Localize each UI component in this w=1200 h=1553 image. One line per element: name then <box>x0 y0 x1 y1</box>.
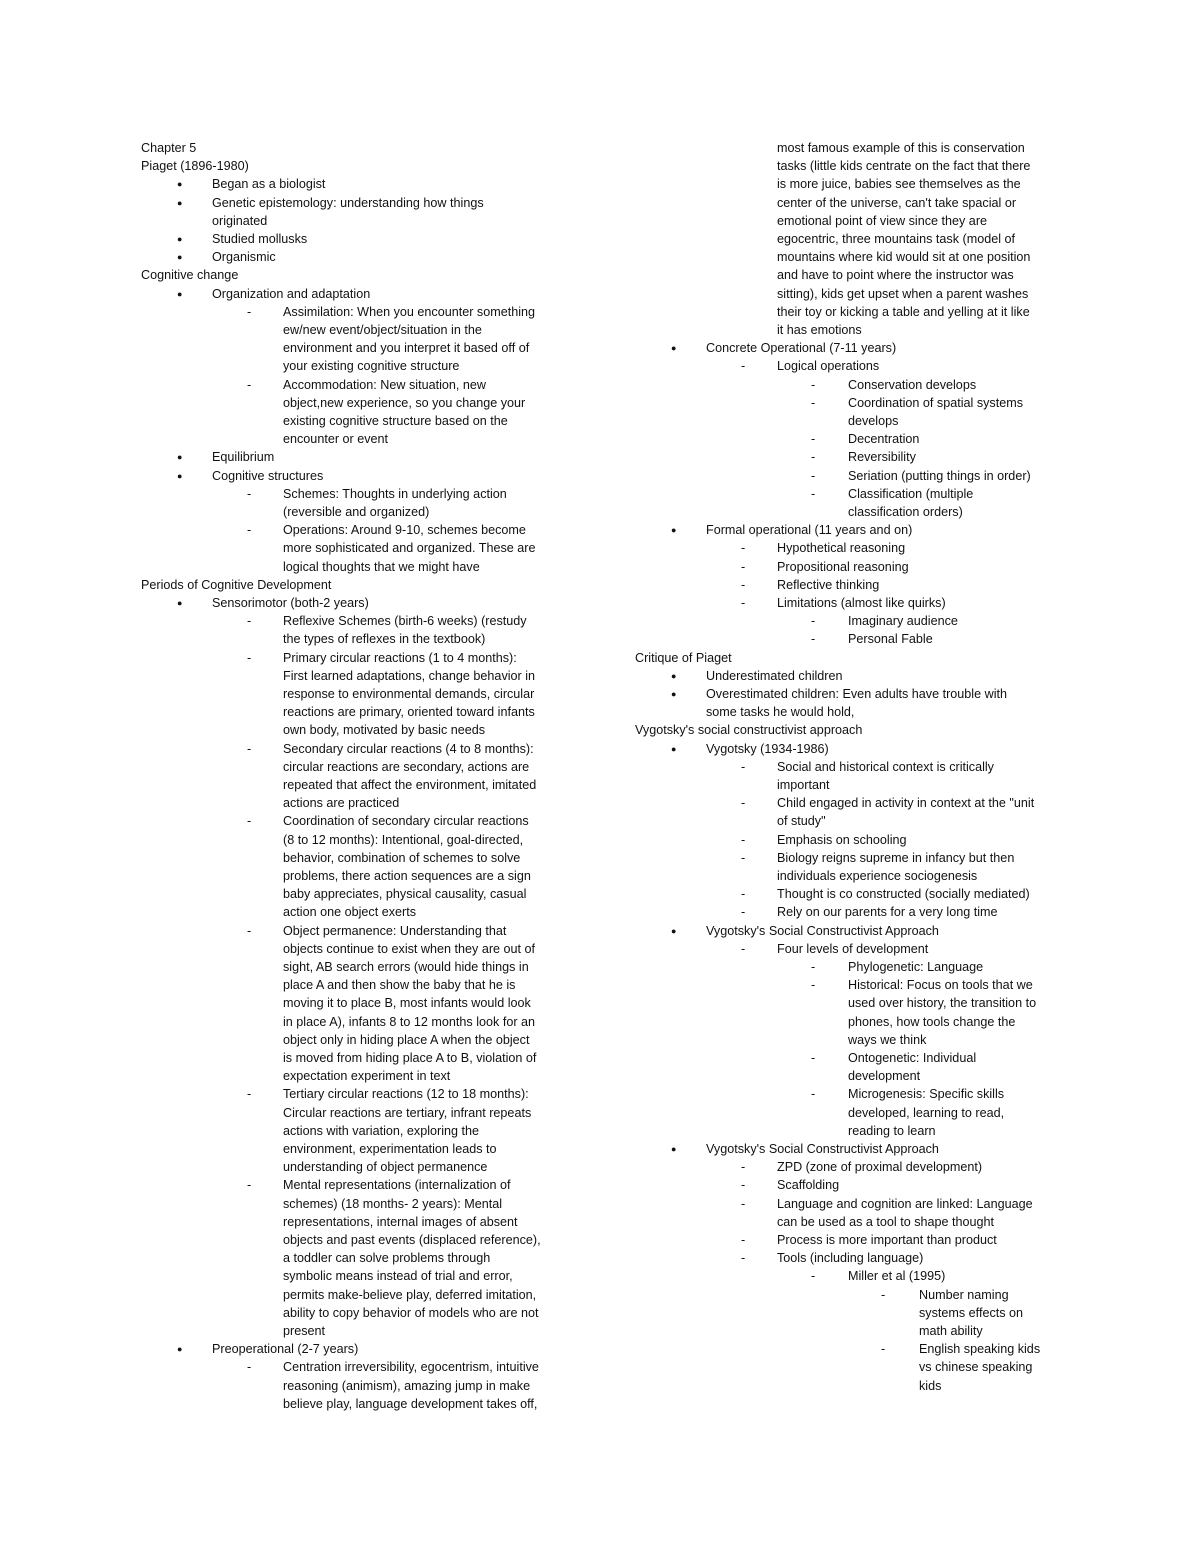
outline-item-text: phones, how tools change the <box>848 1014 1016 1029</box>
outline-item-text: Operations: Around 9-10, schemes become <box>283 523 526 538</box>
outline-item-text: developed, learning to read, <box>848 1105 1005 1120</box>
dash-marker: - <box>247 486 252 501</box>
outline-item-text: permits make-believe play, deferred imitation, <box>283 1287 537 1302</box>
outline-item-text: Phylogenetic: Language <box>848 960 984 974</box>
outline-item-text: Vygotsky's Social Constructivist Approach <box>706 1142 939 1156</box>
dash-marker: - <box>811 377 816 392</box>
dash-marker: - <box>741 596 746 610</box>
outline-item-text: and have to point where the instructor was <box>777 268 1014 283</box>
outline-item-text: mountains where kid would sit at one position <box>777 250 1031 265</box>
outline-item-text: develops <box>848 414 899 428</box>
outline-item-text: some tasks he would hold, <box>706 705 855 720</box>
outline-item-text: ways we think <box>848 1032 927 1047</box>
outline-item-text: it has emotions <box>777 323 862 337</box>
outline-item-text: Accommodation: New situation, new <box>283 377 486 392</box>
dash-marker: - <box>247 614 252 629</box>
outline-item-text: Tools (including language) <box>777 1251 924 1266</box>
dash-marker: - <box>881 1287 886 1302</box>
outline-item-text: actions are practiced <box>283 796 400 811</box>
outline-item-text: English speaking kids <box>919 1342 1041 1357</box>
outline-item-text: systems effects on <box>919 1305 1024 1320</box>
outline-item-text: Reversibility <box>848 450 916 465</box>
outline-item-text: Schemes: Thoughts in underlying action <box>283 486 507 501</box>
bullet-icon: ● <box>177 598 183 608</box>
outline-item-text: is more juice, babies see themselves as the <box>777 177 1021 192</box>
outline-item-text: object,new experience, so you change your <box>283 395 526 410</box>
outline-item-text: classification orders) <box>848 505 963 519</box>
outline-item-text: own body, motivated by basic needs <box>283 723 486 738</box>
outline-item-text: your existing cognitive structure <box>283 359 460 374</box>
outline-item-text: Microgenesis: Specific skills <box>848 1087 1005 1102</box>
outline-item-text: Seriation (putting things in order) <box>848 468 1031 483</box>
outline-item-text: Logical operations <box>777 359 880 374</box>
outline-item-text: Personal Fable <box>848 632 933 647</box>
dash-marker: - <box>811 1269 816 1284</box>
bullet-icon: ● <box>177 197 183 208</box>
outline-item-text: Number naming <box>919 1287 1009 1302</box>
outline-item-text: (reversible and organized) <box>283 505 430 519</box>
dash-marker: - <box>811 432 816 447</box>
outline-item-text: schemes) (18 months- 2 years): Mental <box>283 1196 503 1211</box>
dash-marker: - <box>741 541 746 556</box>
outline-item-text: emotional point of view since they are <box>777 213 988 228</box>
outline-item-text: Social and historical context is critically <box>777 759 994 774</box>
dash-marker: - <box>247 377 252 392</box>
outline-item-text: circular reactions are secondary, actions are <box>283 759 530 774</box>
outline-item-text: Language and cognition are linked: Language <box>777 1196 1033 1211</box>
dash-marker: - <box>811 1087 816 1102</box>
dash-marker: - <box>247 1087 252 1102</box>
outline-item-text: development <box>848 1069 921 1084</box>
outline-item-text: sitting), kids get upset when a parent washes <box>777 286 1029 301</box>
outline-item-text: symbolic means instead of trial and error, <box>283 1269 513 1284</box>
outline-item-text: individuals experience sociogenesis <box>777 869 978 883</box>
outline-item-text: Assimilation: When you encounter something <box>283 304 536 319</box>
outline-item-text: a toddler can solve problems through <box>283 1251 491 1266</box>
outline-item-text: behavior, combination of schemes to solve <box>283 850 521 865</box>
outline-item-text: Began as a biologist <box>212 177 326 192</box>
dash-marker: - <box>811 632 816 647</box>
outline-item-text: Object permanence: Understanding that <box>283 923 507 938</box>
outline-item-text: repeated that affect the environment, imitated <box>283 778 537 792</box>
bullet-icon: ● <box>177 288 183 299</box>
outline-item-text: Mental representations (internalization of <box>283 1178 511 1193</box>
dash-marker: - <box>811 1051 816 1065</box>
outline-item-text: most famous example of this is conservation <box>777 141 1025 155</box>
outline-item-text: Process is more important than product <box>777 1233 997 1247</box>
dash-marker: - <box>741 905 746 920</box>
outline-item-text: Vygotsky (1934-1986) <box>706 741 829 756</box>
section-heading: Chapter 5 <box>141 141 197 155</box>
outline-item-text: egocentric, three mountains task (model of <box>777 232 1016 246</box>
outline-item-text: ZPD (zone of proximal development) <box>777 1160 983 1175</box>
outline-item-text: moving it to place B, most infants would look <box>283 996 531 1011</box>
outline-item-text: used over history, the transition to <box>848 996 1037 1011</box>
outline-item-text: Preoperational (2-7 years) <box>212 1342 359 1357</box>
outline-item-text: kids <box>919 1378 942 1393</box>
outline-item-text: math ability <box>919 1324 983 1338</box>
outline-item-text: Concrete Operational (7-11 years) <box>706 341 897 356</box>
dash-marker: - <box>741 759 746 774</box>
dash-marker: - <box>741 559 746 574</box>
section-heading: Periods of Cognitive Development <box>141 577 332 592</box>
outline-item-text: originated <box>212 213 268 228</box>
outline-item-text: Biology reigns supreme in infancy but then <box>777 850 1015 865</box>
section-heading: Cognitive change <box>141 268 239 283</box>
outline-item-text: baby appreciates, physical causality, casual <box>283 887 527 902</box>
outline-item-text: actions with variation, exploring the <box>283 1123 480 1138</box>
dash-marker: - <box>811 614 816 629</box>
outline-item-text: ew/new event/object/situation in the <box>283 323 482 337</box>
dash-marker: - <box>247 304 252 319</box>
dash-marker: - <box>811 468 816 483</box>
outline-item-text: Coordination of secondary circular reactions <box>283 814 529 829</box>
dash-marker: - <box>741 1196 746 1211</box>
outline-item-text: Imaginary audience <box>848 614 958 629</box>
outline-item-text: believe play, language development takes off, <box>283 1396 538 1411</box>
bullet-icon: ● <box>671 525 677 536</box>
dash-marker: - <box>741 1233 746 1247</box>
bullet-icon: ● <box>177 252 183 263</box>
outline-item-text: understanding of object permanence <box>283 1160 488 1175</box>
outline-item-text: environment and you interpret it based off of <box>283 341 530 356</box>
outline-item-text: more sophisticated and organized. These are <box>283 541 536 556</box>
outline-item-text: Formal operational (11 years and on) <box>706 523 913 538</box>
outline-item-text: Miller et al (1995) <box>848 1269 946 1284</box>
bullet-icon: ● <box>671 343 677 354</box>
outline-item-text: reactions are primary, oriented toward infants <box>283 705 535 720</box>
outline-item-text: Genetic epistemology: understanding how things <box>212 195 484 210</box>
outline-item-text: action one object exerts <box>283 905 417 920</box>
outline-item-text: Conservation develops <box>848 377 977 392</box>
dash-marker: - <box>811 450 816 465</box>
dash-marker: - <box>741 850 746 865</box>
outline-item-text: objects and past events (displaced reference), <box>283 1233 541 1247</box>
outline-item-text: Primary circular reactions (1 to 4 months): <box>283 650 517 665</box>
bullet-icon: ● <box>177 470 183 481</box>
bullet-icon: ● <box>671 743 677 754</box>
outline-item-text: the types of reflexes in the textbook) <box>283 632 486 647</box>
outline-item-text: is moved from hiding place A to B, violation of <box>283 1051 537 1065</box>
outline-item-text: expectation experiment in text <box>283 1069 451 1084</box>
outline-item-text: present <box>283 1324 326 1338</box>
outline-item-text: Scaffolding <box>777 1178 840 1193</box>
bullet-icon: ● <box>671 1144 677 1154</box>
outline-item-text: Ontogenetic: Individual <box>848 1051 977 1065</box>
outline-item-text: Propositional reasoning <box>777 559 909 574</box>
dash-marker: - <box>741 887 746 902</box>
dash-marker: - <box>247 523 252 538</box>
dash-marker: - <box>811 395 816 410</box>
outline-item-text: Classification (multiple <box>848 486 974 501</box>
outline-item-text: First learned adaptations, change behavior in <box>283 668 536 683</box>
dash-marker: - <box>741 577 746 592</box>
bullet-icon: ● <box>177 179 183 190</box>
outline-item-text: in place A), infants 8 to 12 months look for an <box>283 1014 536 1029</box>
dash-marker: - <box>247 650 252 665</box>
dash-marker: - <box>247 1178 252 1193</box>
section-heading: Piaget (1896-1980) <box>141 159 249 174</box>
outline-item-text: Four levels of development <box>777 941 929 956</box>
outline-item-text: logical thoughts that we might have <box>283 559 480 574</box>
outline-item-text: Underestimated children <box>706 668 843 683</box>
dash-marker: - <box>247 923 252 938</box>
dash-marker: - <box>741 1178 746 1193</box>
outline-item-text: Rely on our parents for a very long time <box>777 905 998 920</box>
outline-item-text: Reflexive Schemes (birth-6 weeks) (restudy <box>283 614 527 629</box>
outline-item-text: representations, internal images of absent <box>283 1214 518 1229</box>
outline-item-text: Organismic <box>212 250 276 265</box>
outline-item-text: object only in hiding place A when the object <box>283 1032 530 1047</box>
outline-item-text: response to environmental demands, circular <box>283 687 535 701</box>
outline-item-text: Cognitive structures <box>212 468 324 483</box>
outline-item-text: can be used as a tool to shape thought <box>777 1214 995 1229</box>
outline-item-text: Circular reactions are tertiary, infrant repeats <box>283 1105 532 1120</box>
dash-marker: - <box>741 796 746 811</box>
outline-item-text: (8 to 12 months): Intentional, goal-directed, <box>283 832 524 847</box>
dash-marker: - <box>811 978 816 993</box>
outline-item-text: problems, there action sequences are a sign <box>283 869 531 883</box>
outline-item-text: Limitations (almost like quirks) <box>777 596 946 610</box>
outline-item-text: Vygotsky's Social Constructivist Approach <box>706 923 939 938</box>
dash-marker: - <box>247 741 252 756</box>
outline-item-text: Historical: Focus on tools that we <box>848 978 1033 993</box>
outline-item-text: sight, AB search errors (would hide things in <box>283 960 529 974</box>
outline-item-text: of study" <box>777 814 826 829</box>
outline-item-text: Thought is co constructed (socially mediated) <box>777 887 1030 902</box>
dash-marker: - <box>881 1342 886 1357</box>
outline-item-text: important <box>777 778 830 792</box>
outline-item-text: reading to learn <box>848 1123 936 1138</box>
outline-item-text: ability to copy behavior of models who are not <box>283 1305 539 1320</box>
dash-marker: - <box>247 1360 252 1375</box>
dash-marker: - <box>741 1160 746 1175</box>
outline-item-text: Hypothetical reasoning <box>777 541 906 556</box>
dash-marker: - <box>811 960 816 974</box>
outline-item-text: their toy or kicking a table and yelling at it like <box>777 304 1030 319</box>
outline-item-text: Decentration <box>848 432 920 447</box>
outline-item-text: center of the universe, can't take spacial or <box>777 195 1017 210</box>
outline-item-text: vs chinese speaking <box>919 1360 1033 1375</box>
outline-item-text: encounter or event <box>283 432 389 447</box>
outline-item-text: Studied mollusks <box>212 232 308 246</box>
outline-item-text: tasks (little kids centrate on the fact that there <box>777 159 1031 174</box>
bullet-icon: ● <box>177 1344 183 1355</box>
outline-item-text: place A and then show the baby that he is <box>283 978 516 993</box>
outline-item-text: Tertiary circular reactions (12 to 18 months): <box>283 1087 529 1102</box>
outline-item-text: Reflective thinking <box>777 577 880 592</box>
outline-item-text: Centration irreversibility, egocentrism, intuitive <box>283 1360 539 1375</box>
outline-item-text: Organization and adaptation <box>212 286 371 301</box>
bullet-icon: ● <box>177 452 183 463</box>
dash-marker: - <box>247 814 252 829</box>
dash-marker: - <box>741 832 746 847</box>
dash-marker: - <box>741 941 746 956</box>
outline-item-text: Overestimated children: Even adults have trouble with <box>706 687 1008 701</box>
outline-item-text: Emphasis on schooling <box>777 832 907 847</box>
outline-item-text: existing cognitive structure based on the <box>283 414 508 428</box>
bullet-icon: ● <box>671 670 677 681</box>
section-heading: Critique of Piaget <box>635 650 732 665</box>
outline-item-text: objects continue to exist when they are out of <box>283 941 536 956</box>
dash-marker: - <box>741 1251 746 1266</box>
outline-item-text: reasoning (animism), amazing jump in make <box>283 1378 531 1393</box>
outline-item-text: Child engaged in activity in context at the "unit <box>777 796 1035 811</box>
bullet-icon: ● <box>671 689 677 699</box>
outline-item-text: Secondary circular reactions (4 to 8 months): <box>283 741 534 756</box>
outline-item-text: environment, experimentation leads to <box>283 1142 497 1156</box>
outline-item-text: Equilibrium <box>212 450 275 465</box>
bullet-icon: ● <box>671 925 677 936</box>
dash-marker: - <box>811 486 816 501</box>
bullet-icon: ● <box>177 234 183 244</box>
section-heading: Vygotsky's social constructivist approach <box>635 723 863 738</box>
outline-item-text: Coordination of spatial systems <box>848 395 1023 410</box>
outline-item-text: Sensorimotor (both-2 years) <box>212 596 369 610</box>
dash-marker: - <box>741 359 746 374</box>
